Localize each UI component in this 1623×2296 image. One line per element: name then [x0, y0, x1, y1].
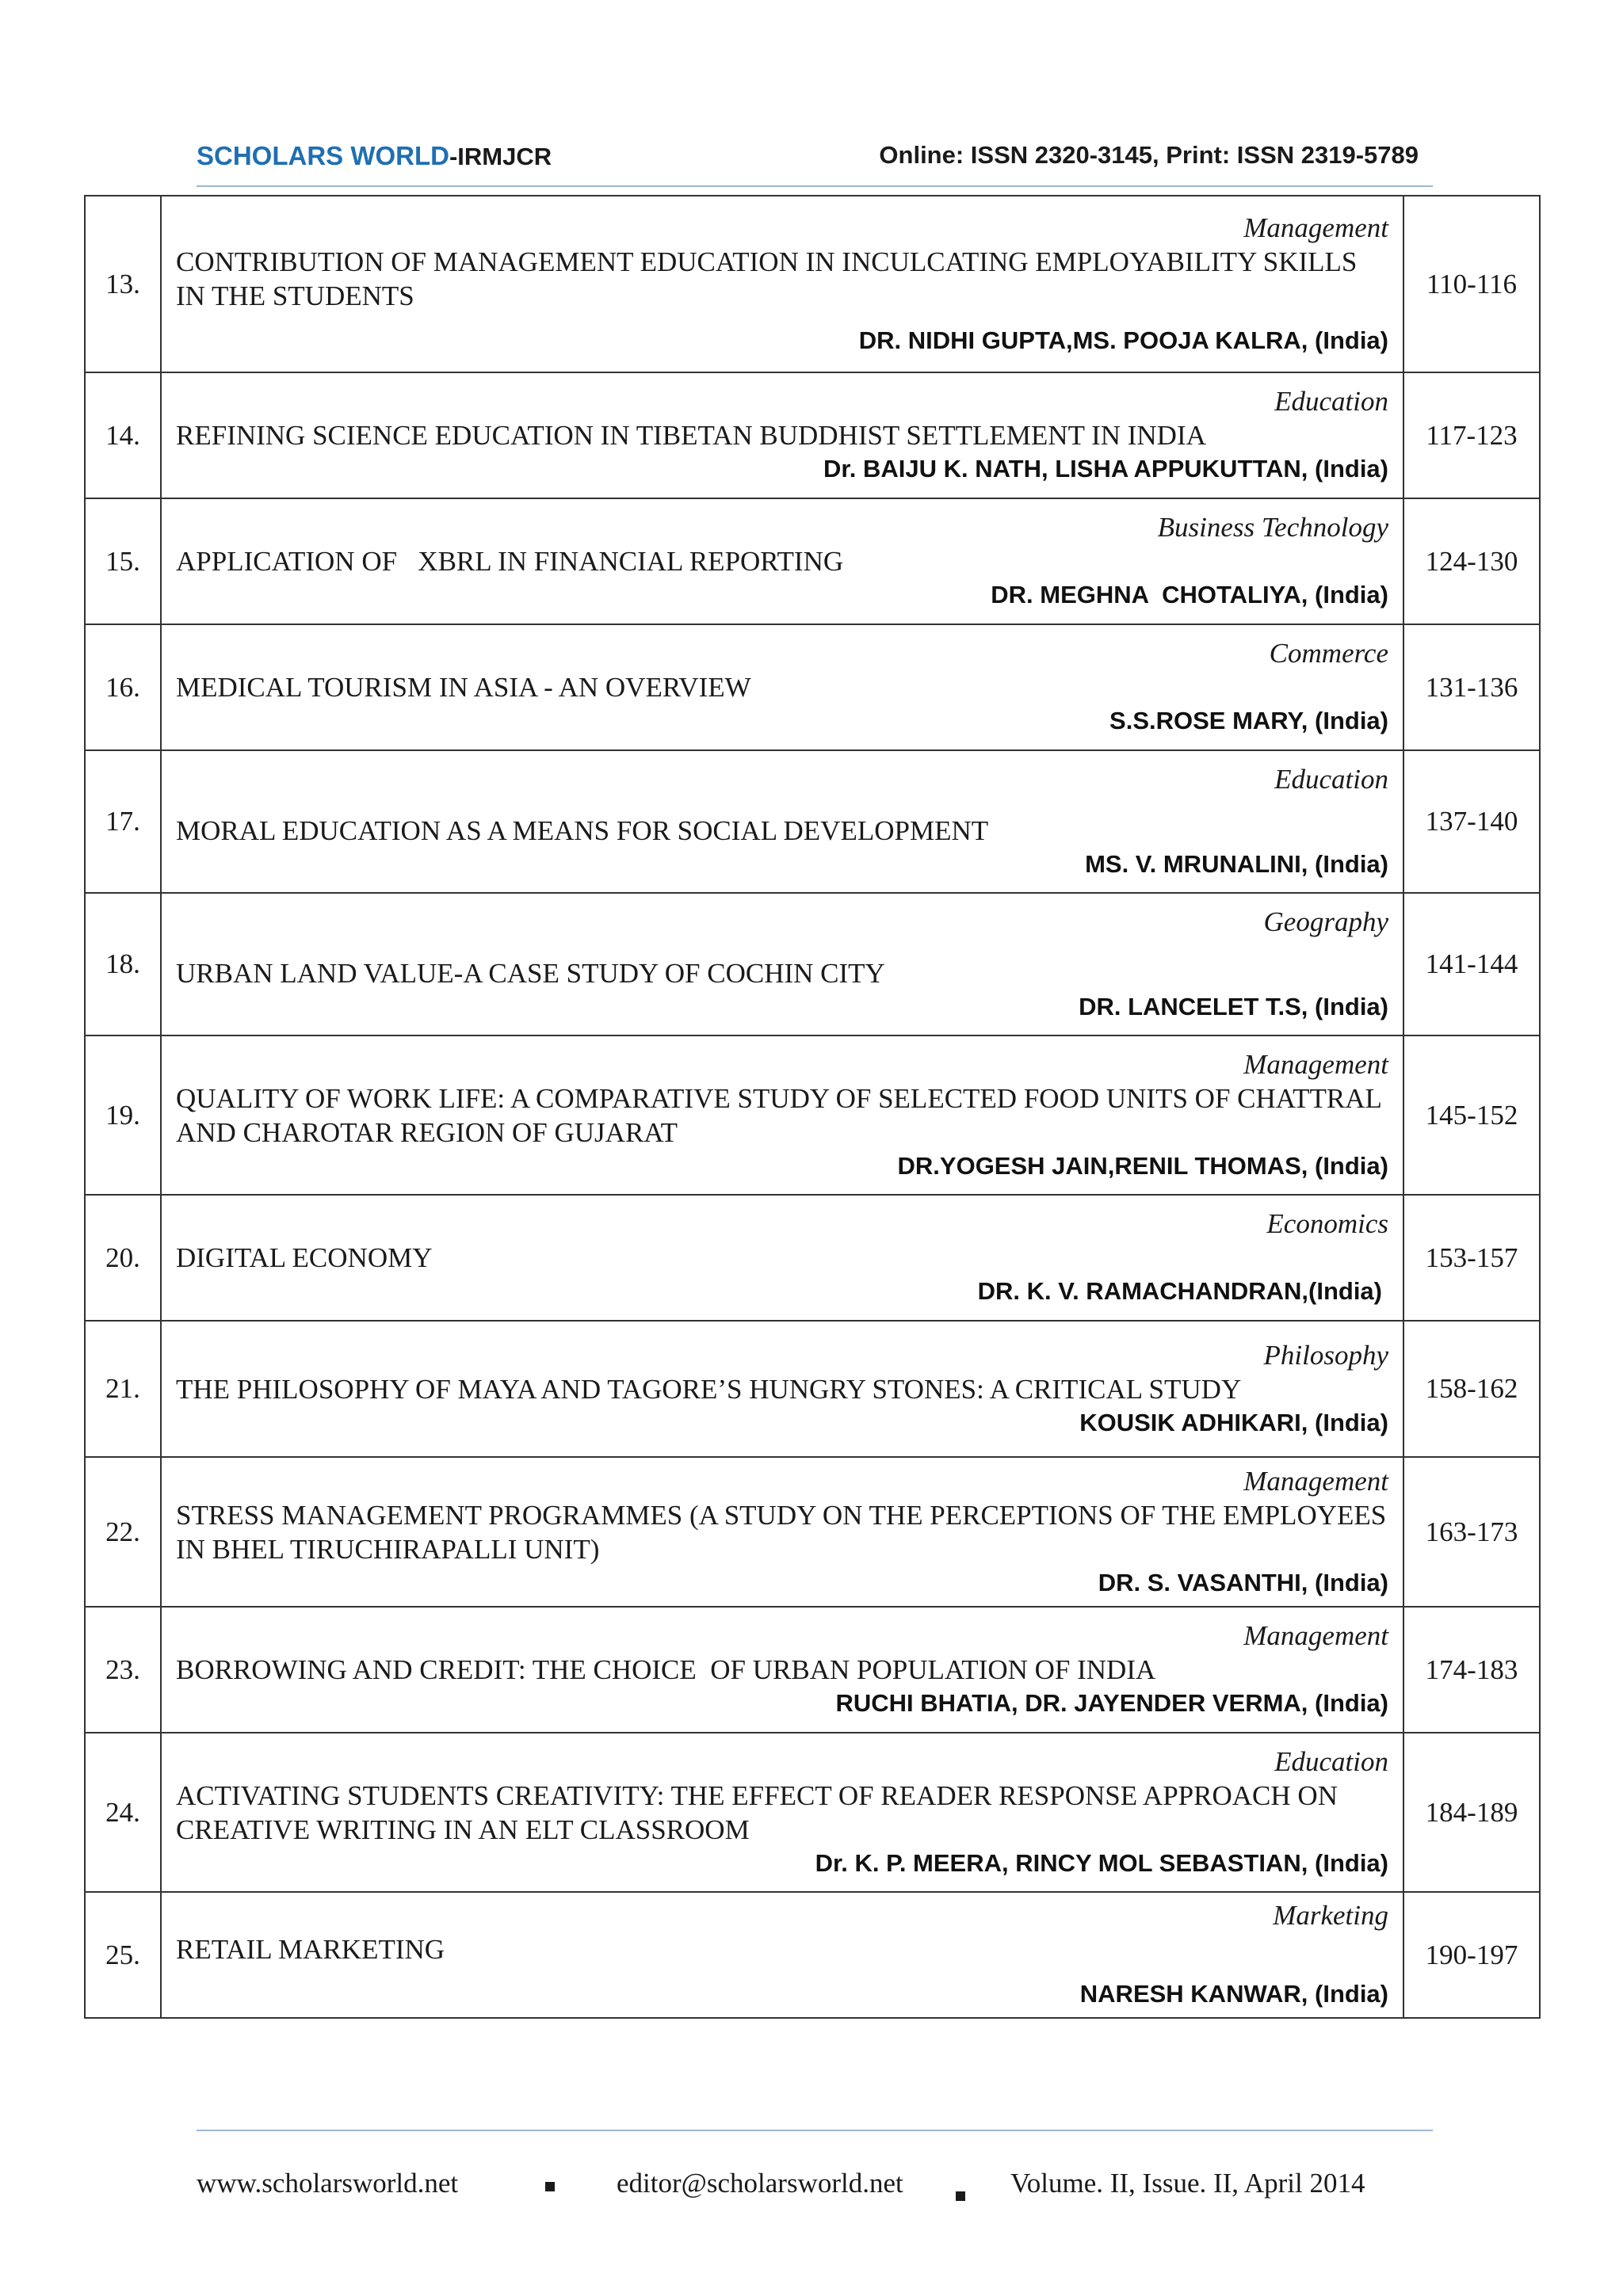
entry-authors: DR. S. VASANTHI, (India) [1098, 1568, 1388, 1596]
entry-number: 20. [85, 1195, 161, 1321]
entry-number: 16. [85, 624, 161, 750]
entry-main [161, 1457, 1403, 1607]
entry-main [161, 498, 1403, 624]
header-divider [197, 185, 1433, 187]
entry-pages: 145-152 [1403, 1035, 1540, 1195]
entry-authors: DR. NIDHI GUPTA,MS. POOJA KALRA, (India) [858, 326, 1388, 354]
entry-subject: Philosophy [1263, 1339, 1388, 1371]
entry-authors: KOUSIK ADHIKARI, (India) [1079, 1408, 1388, 1436]
volume-info: Volume. II, Issue. II, April 2014 [1010, 2168, 1365, 2199]
entry-title[interactable]: ACTIVATING STUDENTS CREATIVITY: THE EFFECT OF READER RESPONSE APPROACH ON CREATIVE WRITING IN AN ELT CLASSROOM [176, 1779, 1338, 1845]
entry-main [161, 750, 1403, 893]
table-row [85, 624, 1540, 750]
entry-authors: MS. V. MRUNALINI, (India) [1085, 849, 1388, 878]
entry-main [161, 1892, 1403, 2018]
entry-title[interactable]: MEDICAL TOURISM IN ASIA - AN OVERVIEW [176, 672, 751, 703]
table-row [85, 1321, 1540, 1457]
entry-title[interactable]: THE PHILOSOPHY OF MAYA AND TAGORE’S HUNGRY STONES: A CRITICAL STUDY [176, 1373, 1242, 1405]
entry-subject: Management [1243, 212, 1388, 243]
entry-main [161, 196, 1403, 372]
table-row [85, 498, 1540, 624]
entry-pages: 117-123 [1403, 372, 1540, 498]
entry-main [161, 1733, 1403, 1892]
email-link[interactable]: editor@scholarsworld.net [617, 2168, 903, 2199]
entry-pages: 163-173 [1403, 1457, 1540, 1607]
entry-number: 15. [85, 498, 161, 624]
entry-main [161, 1607, 1403, 1733]
entry-pages: 174-183 [1403, 1607, 1540, 1733]
entry-title[interactable]: QUALITY OF WORK LIFE: A COMPARATIVE STUDY OF SELECTED FOOD UNITS OF CHATTRAL AND CHAROTAR REGION OF GUJARAT [176, 1082, 1381, 1148]
entry-number: 19. [85, 1035, 161, 1195]
entry-subject: Education [1274, 386, 1388, 417]
entry-pages: 184-189 [1403, 1733, 1540, 1892]
entry-title[interactable]: DIGITAL ECONOMY [176, 1242, 433, 1273]
website-link[interactable]: www.scholarsworld.net [197, 2168, 459, 2199]
entry-subject: Geography [1263, 906, 1388, 937]
entry-subject: Business Technology [1157, 512, 1388, 543]
entry-authors: NARESH KANWAR, (India) [1079, 1980, 1388, 2008]
entry-authors: Dr. BAIJU K. NATH, LISHA APPUKUTTAN, (India) [823, 455, 1388, 482]
table-row [85, 1195, 1540, 1321]
entry-number: 24. [85, 1733, 161, 1892]
entry-authors: DR. MEGHNA CHOTALIYA, (India) [991, 581, 1388, 608]
table-row [85, 372, 1540, 498]
entry-title[interactable]: RETAIL MARKETING [176, 1934, 445, 1965]
entry-pages: 153-157 [1403, 1195, 1540, 1321]
entry-authors: RUCHI BHATIA, DR. JAYENDER VERMA, (India) [835, 1689, 1388, 1717]
page-header [197, 141, 1433, 181]
brand-name: SCHOLARS WORLD [197, 141, 449, 170]
brand-suffix: -IRMJCR [449, 143, 552, 170]
entry-number: 14. [85, 372, 161, 498]
entry-subject: Education [1274, 763, 1388, 795]
table-row [85, 893, 1540, 1035]
entry-number: 22. [85, 1457, 161, 1607]
entry-subject: Management [1243, 1048, 1388, 1080]
entry-pages: 141-144 [1403, 893, 1540, 1035]
entry-number: 25. [85, 1892, 161, 2018]
entry-number: 18. [85, 893, 161, 1035]
contents-table [84, 195, 1541, 2019]
entry-subject: Education [1274, 1745, 1388, 1777]
entry-title[interactable]: BORROWING AND CREDIT: THE CHOICE OF URBAN POPULATION OF INDIA [176, 1654, 1156, 1685]
table-row [85, 1733, 1540, 1892]
entry-main [161, 624, 1403, 750]
entry-pages: 124-130 [1403, 498, 1540, 624]
entry-authors: DR.YOGESH JAIN,RENIL THOMAS, (India) [897, 1151, 1388, 1180]
entry-subject: Economics [1266, 1208, 1388, 1239]
page-footer [197, 2168, 1433, 2207]
table-row [85, 196, 1540, 372]
entry-authors: DR. LANCELET T.S, (India) [1079, 992, 1388, 1020]
table-row [85, 1457, 1540, 1607]
table-row [85, 1607, 1540, 1733]
entry-number: 21. [85, 1321, 161, 1457]
entry-title[interactable]: URBAN LAND VALUE-A CASE STUDY OF COCHIN CITY [176, 957, 885, 989]
entry-pages: 190-197 [1403, 1892, 1540, 2018]
entry-pages: 131-136 [1403, 624, 1540, 750]
entry-subject: Marketing [1273, 1900, 1388, 1931]
entry-number: 17. [85, 750, 161, 893]
entry-authors: DR. K. V. RAMACHANDRAN,(India) [977, 1277, 1382, 1305]
entry-main [161, 1035, 1403, 1195]
entry-title[interactable]: APPLICATION OF XBRL IN FINANCIAL REPORTING [176, 546, 844, 577]
journal-brand [197, 141, 552, 171]
entry-subject: Management [1243, 1620, 1388, 1651]
entry-main [161, 893, 1403, 1035]
entry-pages: 110-116 [1403, 196, 1540, 372]
table-row [85, 1892, 1540, 2018]
entry-number: 23. [85, 1607, 161, 1733]
entry-authors: S.S.ROSE MARY, (India) [1109, 707, 1388, 734]
entry-subject: Commerce [1269, 638, 1388, 669]
entry-main [161, 372, 1403, 498]
entry-main [161, 1195, 1403, 1321]
entry-number: 13. [85, 196, 161, 372]
table-row [85, 750, 1540, 893]
table-row [85, 1035, 1540, 1195]
entry-pages: 137-140 [1403, 750, 1540, 893]
entry-title[interactable]: CONTRIBUTION OF MANAGEMENT EDUCATION IN INCULCATING EMPLOYABILITY SKILLS IN THE STUDENTS [176, 246, 1358, 311]
entry-title[interactable]: MORAL EDUCATION AS A MEANS FOR SOCIAL DEVELOPMENT [176, 814, 989, 846]
bullet-separator-icon [956, 2191, 965, 2201]
footer-divider [197, 2130, 1433, 2131]
bullet-separator-icon [545, 2182, 555, 2191]
entry-title[interactable]: REFINING SCIENCE EDUCATION IN TIBETAN BUDDHIST SETTLEMENT IN INDIA [176, 420, 1206, 451]
issn-info: Online: ISSN 2320-3145, Print: ISSN 2319-5789 [879, 141, 1419, 169]
entry-authors: Dr. K. P. MEERA, RINCY MOL SEBASTIAN, (India) [815, 1848, 1388, 1877]
entry-title[interactable]: STRESS MANAGEMENT PROGRAMMES (A STUDY ON THE PERCEPTIONS OF THE EMPLOYEES IN BHEL TIRUCHIRAPALLI UNIT) [176, 1499, 1387, 1565]
entry-pages: 158-162 [1403, 1321, 1540, 1457]
entry-main [161, 1321, 1403, 1457]
entry-subject: Management [1243, 1465, 1388, 1497]
